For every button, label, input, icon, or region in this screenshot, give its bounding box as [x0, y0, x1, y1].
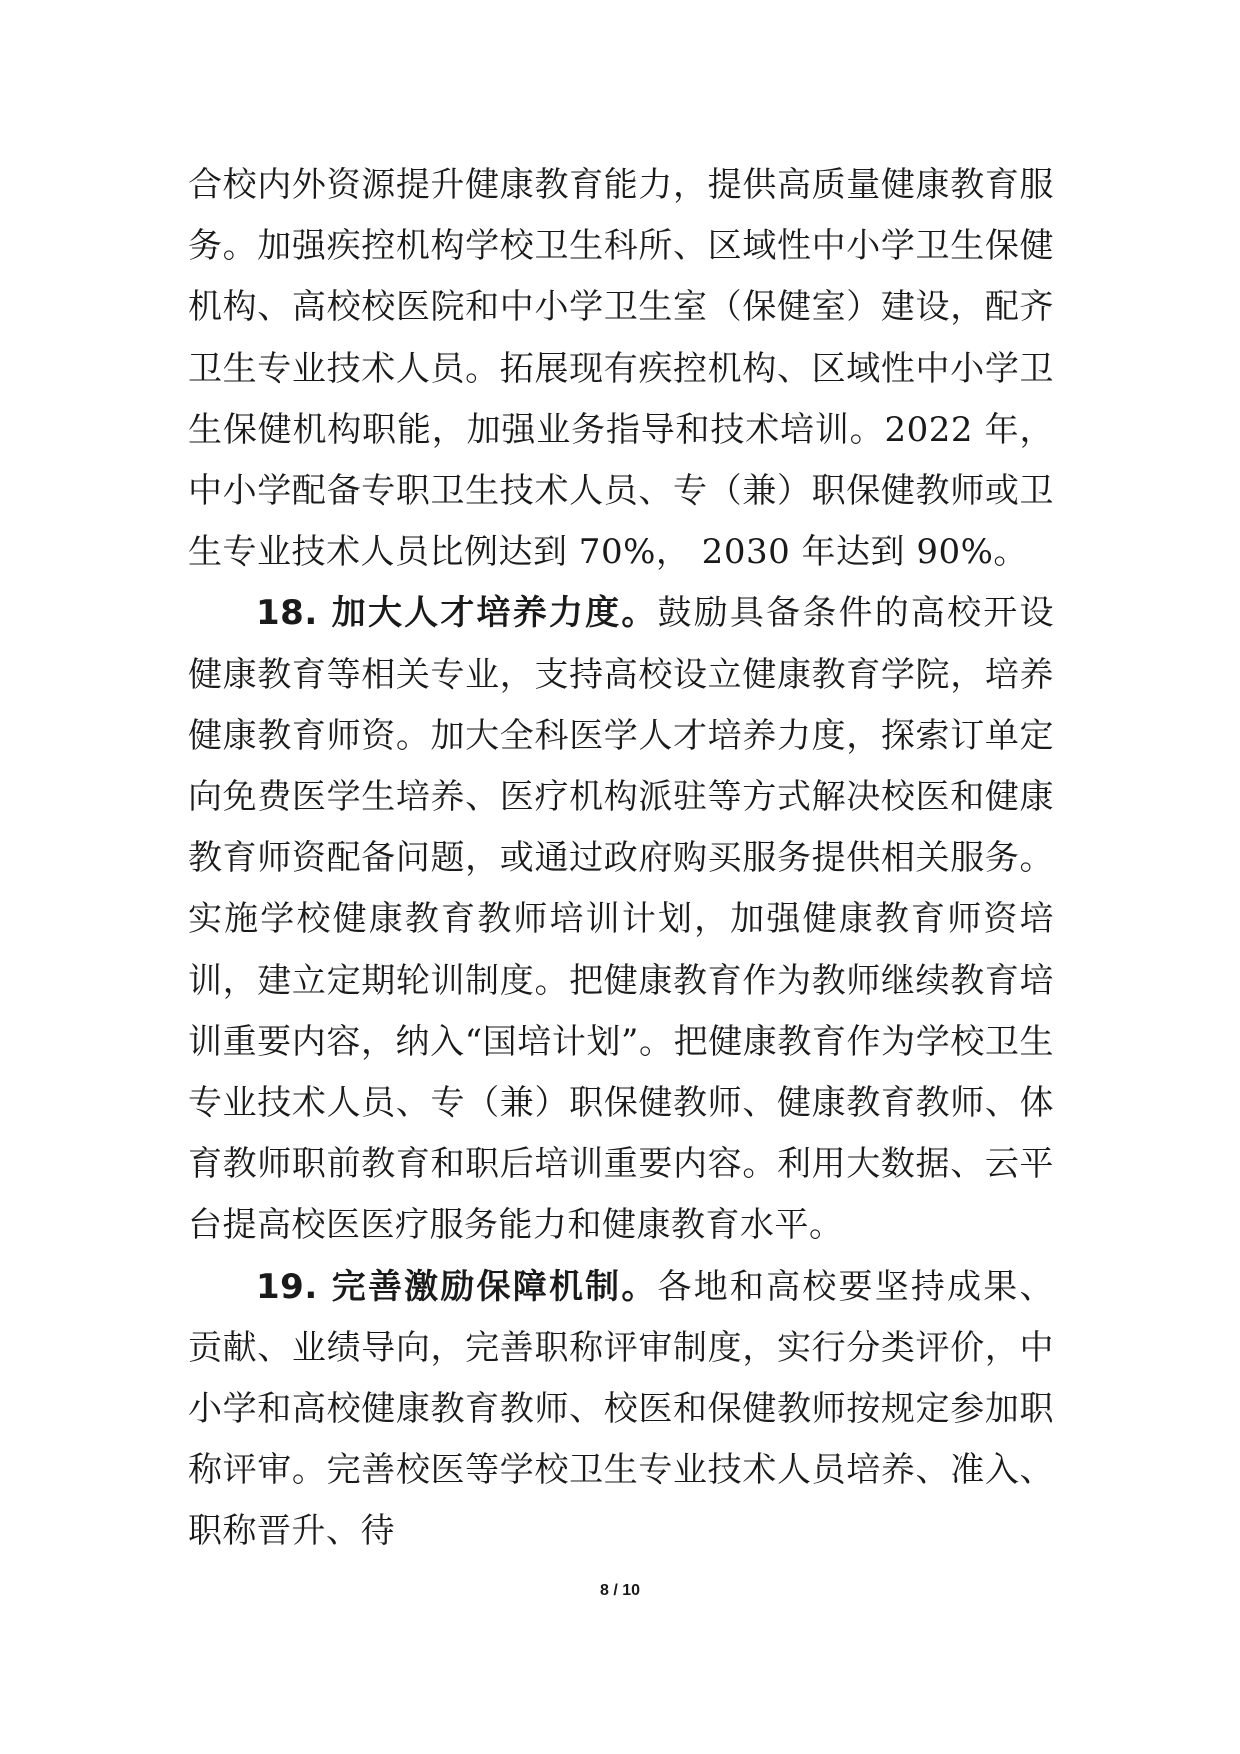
page-number: 8 / 10 [599, 1582, 641, 1599]
paragraph-text: 鼓励具备条件的高校开设健康教育等相关专业，支持高校设立健康教育学院，培养健康教育师资。加大全科医学人才培养力度，探索订单定向免费医学生培养、医疗机构派驻等方式解决校医和健康教育师资配备问题，或通过政府购买服务提供相关服务。实施学校健康教育教师培训计划，加强健康教育师资培训，建立定期轮训制度。把健康教育作为教师继续教育培训重要内容，纳入“国培计划”。把健康教育作为学校卫生专业技术人员、专（兼）职保健教师、健康教育教师、体育教师职前教育和职后培训重要内容。利用大数据、云平台提高校医医疗服务能力和健康教育水平。 [188, 593, 1054, 1246]
paragraph-text: 各地和高校要坚持成果、贡献、业绩导向，完善职称评审制度，实行分类评价，中小学和高校健康教育教师、校医和保健教师按规定参加职称评审。完善校医等学校卫生专业技术人员培养、准入、职称晋升、待 [188, 1266, 1054, 1552]
document-body [188, 155, 1054, 1563]
paragraph-18 [188, 583, 1054, 1256]
paragraph-text: 合校内外资源提升健康教育能力，提供高质量健康教育服务。加强疾控机构学校卫生科所、区域性中小学卫生保健机构、高校校医院和中小学卫生室（保健室）建设，配齐卫生专业技术人员。拓展现有疾控机构、区域性中小学卫生保健机构职能，加强业务指导和技术培训。2022 年，中小学配备专职卫生技术人员、专（兼）职保健教师或卫生专业技术人员比例达到 70%， 2030 年达到 90%。 [188, 165, 1054, 573]
paragraph-continuation [188, 155, 1054, 583]
paragraph-heading: 19. 完善激励保障机制。 [256, 1266, 658, 1307]
paragraph-19 [188, 1257, 1054, 1563]
paragraph-heading: 18. 加大人才培养力度。 [256, 593, 658, 634]
